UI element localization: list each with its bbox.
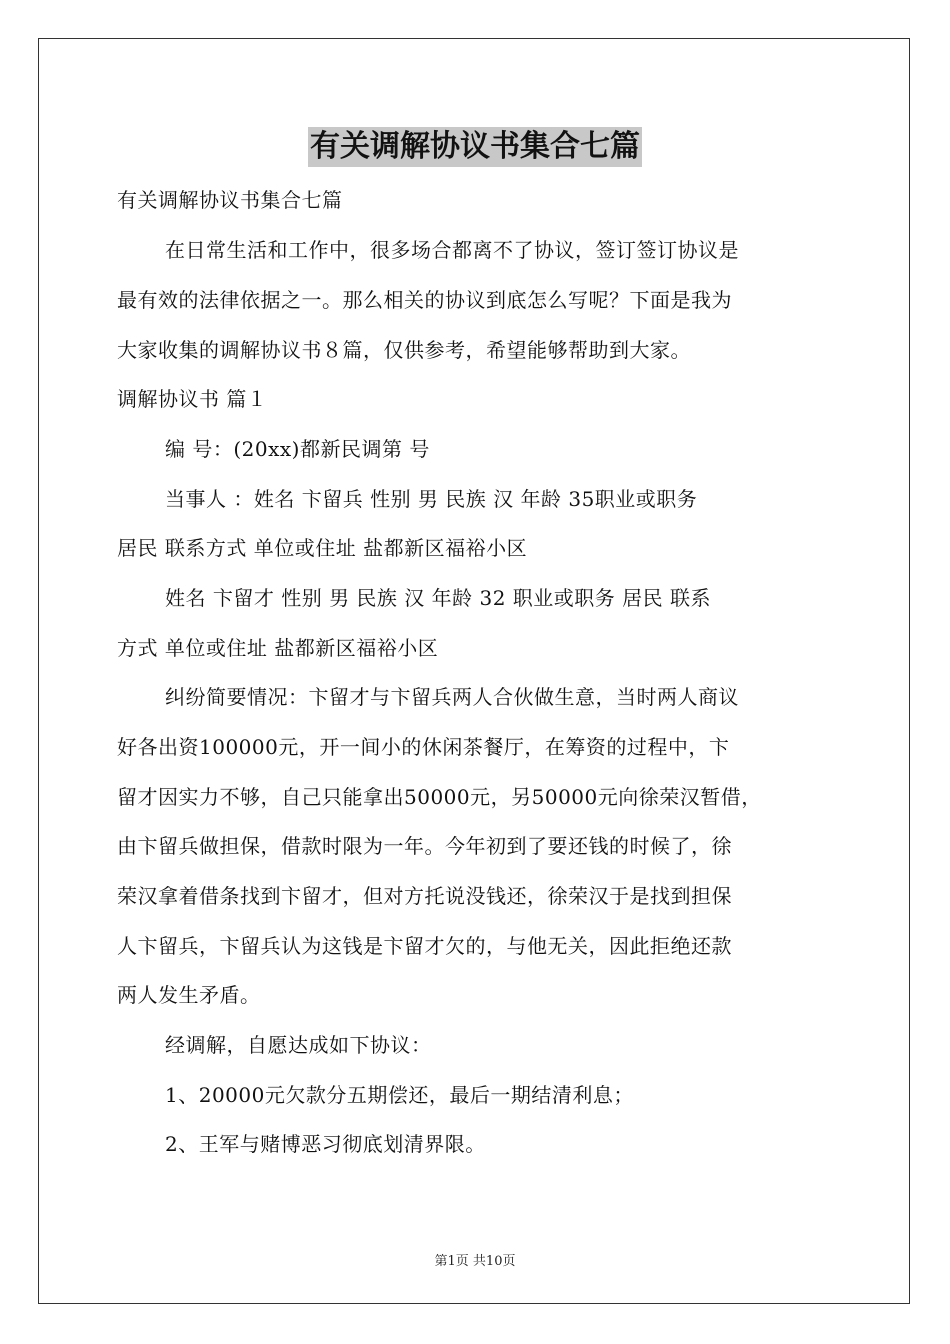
text-line: 在日常生活和工作中，很多场合都离不了协议，签订签订协议是 [165, 238, 739, 262]
text-line: 两人发生矛盾。 [117, 983, 261, 1007]
text-line: 好各出资100000元，开一间小的休闲茶餐厅，在筹资的过程中，卞 [117, 735, 730, 759]
text-line: 编 号：(20xx)都新民调第 号 [165, 437, 430, 461]
text-line: 当事人 ：姓名 卞留兵 性别 男 民族 汉 年龄 35职业或职务 [165, 487, 698, 511]
text-line: 经调解，自愿达成如下协议： [165, 1033, 432, 1057]
text-line: 由卞留兵做担保，借款时限为一年。今年初到了要还钱的时候了，徐 [117, 834, 732, 858]
text-line: 居民 联系方式 单位或住址 盐都新区福裕小区 [117, 536, 528, 560]
text-line: 留才因实力不够，自己只能拿出50000元，另50000元向徐荣汉暂借， [117, 785, 762, 809]
title-container [0, 127, 950, 167]
page-border [38, 38, 910, 1304]
document-title: 有关调解协议书集合七篇 [308, 127, 642, 167]
text-line: 荣汉拿着借条找到卞留才，但对方托说没钱还，徐荣汉于是找到担保 [117, 884, 732, 908]
text-line: 姓名 卞留才 性别 男 民族 汉 年龄 32 职业或职务 居民 联系 [165, 586, 712, 610]
list-item: 2、王军与赌博恶习彻底划清界限。 [165, 1132, 486, 1156]
text-line: 最有效的法律依据之一。那么相关的协议到底怎么写呢？下面是我为 [117, 288, 732, 312]
text-line: 人卞留兵，卞留兵认为这钱是卞留才欠的，与他无关，因此拒绝还款 [117, 934, 732, 958]
subtitle-line: 有关调解协议书集合七篇 [117, 188, 343, 212]
list-item: 1、20000元欠款分五期偿还，最后一期结清利息； [165, 1083, 634, 1107]
section-heading: 调解协议书 篇１ [117, 387, 268, 411]
text-line: 方式 单位或住址 盐都新区福裕小区 [117, 636, 439, 660]
page-footer: 第1页 共10页 [434, 1254, 516, 1269]
text-line: 纠纷简要情况：卞留才与卞留兵两人合伙做生意，当时两人商议 [165, 685, 739, 709]
text-line: 大家收集的调解协议书８篇，仅供参考，希望能够帮助到大家。 [117, 338, 691, 362]
